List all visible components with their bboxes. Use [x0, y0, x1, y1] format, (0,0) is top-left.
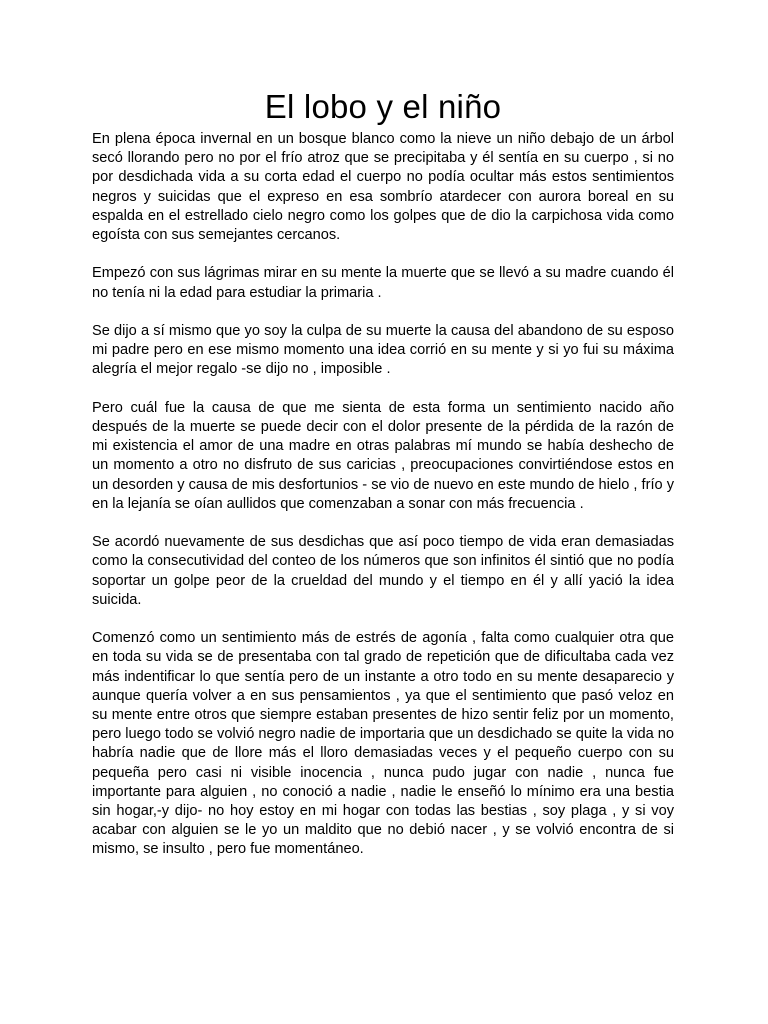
- document-body: [92, 130, 674, 860]
- paragraph: Comenzó como un sentimiento más de estrés de agonía , falta como cualquier otra que en toda su vida se de presentaba con tal grado de repetición que de dificultaba cada vez más indentificar lo que sentía pero de un instante a otro todo en su mente desaparecio y aunque quería volver a en sus pensamientos , ya que el sentimiento que pasó veloz en su mente entre otros que siempre estaban presentes de hizo sentir feliz por un momento, pero luego todo se volvió negro nadie de importaria que un desdichado se quite la vida no habría nadie que de llore más el lloro demasiadas veces y el pequeño cuerpo con su pequeña pero casi ni visible inocencia , nunca pudo jugar con nadie , nunca fue importante para alguien , no conoció a nadie , nadie le enseñó lo mínimo era una bestia sin hogar,-y dijo- no hoy estoy en mi hogar con todas las bestias , soy plaga , y si voy acabar con alguien se le yo un maldito que no debió nacer , y se volvió encontra de si mismo, se insulto , pero fue momentáneo.: [92, 630, 674, 858]
- paragraph: En plena época invernal en un bosque blanco como la nieve un niño debajo de un árbol secó llorando pero no por el frío atroz que se precipitaba y él sentía en su cuerpo , si no por desdichada vida a su corta edad el cuerpo no podía ocultar más estos sentimientos negros y suicidas que el expreso en esa sombrío atardecer con aurora boreal en su espalda en el estrellado cielo negro como los golpes que de dio la carpichosa vida como egoísta con sus semejantes cercanos.: [92, 131, 674, 244]
- document-page: [92, 84, 674, 860]
- paragraph: Se acordó nuevamente de sus desdichas que así poco tiempo de vida eran demasiadas como la consecutividad del conteo de los números que son infinitos él sintió que no podía soportar un golpe peor de la crueldad del mundo y el tiempo en él y allí yació la idea suicida.: [92, 534, 674, 608]
- paragraph: Empezó con sus lágrimas mirar en su mente la muerte que se llevó a su madre cuando él no tenía ni la edad para estudiar la primaria .: [92, 265, 674, 301]
- paragraph: Se dijo a sí mismo que yo soy la culpa de su muerte la causa del abandono de su esposo mi padre pero en ese mismo momento una idea corrió en su mente y si yo fui su máxima alegría el mejor regalo -se dijo no , imposible .: [92, 323, 674, 378]
- paragraph: Pero cuál fue la causa de que me sienta de esta forma un sentimiento nacido año después de la muerte se puede decir con el dolor presente de la pérdida de la razón de mi existencia el amor de una madre en otras palabras mí mundo se había deshecho de un momento a otro no disfruto de sus caricias , preocupaciones convirtiéndose estos en un desorden y causa de mis desfortunios - se vio de nuevo en este mundo de hielo , frío y en la lejanía se oían aullidos que comenzaban a sonar con más frecuencia .: [92, 399, 674, 512]
- document-title: El lobo y el niño: [264, 88, 502, 125]
